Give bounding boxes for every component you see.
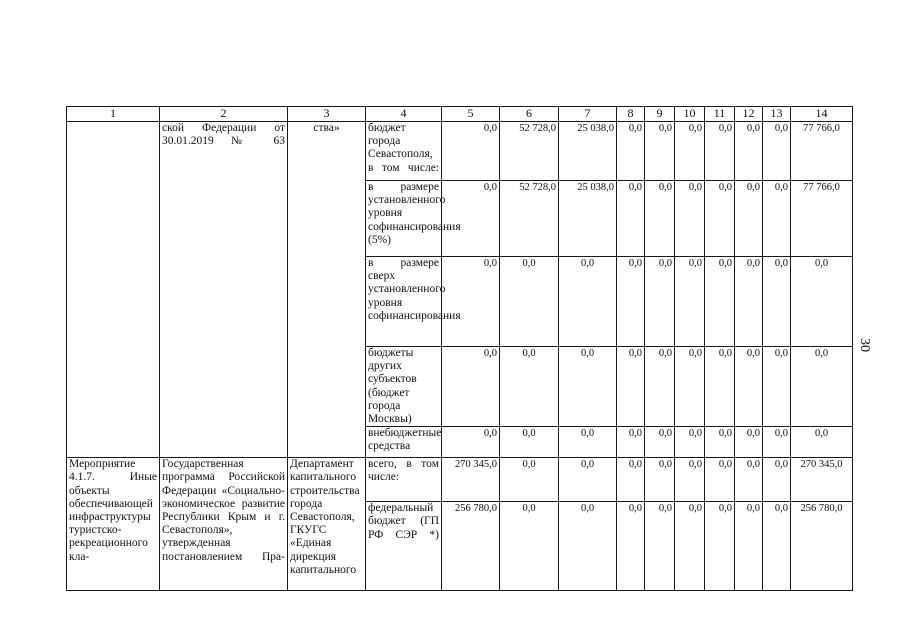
header-cell: 12 [735,107,763,122]
value-cell: 0,0 [645,502,675,591]
value-cell: 0,0 [705,458,735,502]
value-cell: 0,0 [735,502,763,591]
value-cell: 0,0 [735,181,763,257]
value-cell: 0,0 [675,257,705,347]
program-name-cell: ской Федерации от 30.01.2019 № 63 [160,122,288,458]
value-cell: 0,0 [617,458,645,502]
funding-source-label: всего, в том числе: [366,458,442,502]
value-cell: 0,0 [763,122,791,181]
header-cell: 7 [559,107,617,122]
header-cell: 13 [763,107,791,122]
value-cell: 0,0 [675,347,705,427]
value-cell: 0,0 [500,347,559,427]
value-cell: 0,0 [645,347,675,427]
value-cell: 0,0 [763,257,791,347]
value-cell: 0,0 [617,122,645,181]
value-cell: 25 038,0 [559,122,617,181]
measure-name-cell: Мероприятие 4.1.7. Иные объекты обеспечивающей инфраструктуры туристско-рекреационного кла- [67,458,160,591]
funding-source-label: бюджеты других субъектов (бюджет города Москвы) [366,347,442,427]
value-cell: 0,0 [500,257,559,347]
funding-source-label: в размере сверх установленного уровня софинансирования [366,257,442,347]
executor-cell: ства» [288,122,366,458]
value-cell: 270 345,0 [791,458,853,502]
value-cell: 0,0 [735,122,763,181]
program-cell-empty [67,122,160,458]
value-cell: 0,0 [617,257,645,347]
value-cell: 0,0 [791,427,853,458]
value-cell: 52 728,0 [500,122,559,181]
budget-table [66,106,853,591]
value-cell: 0,0 [617,181,645,257]
value-cell: 256 780,0 [791,502,853,591]
value-cell: 52 728,0 [500,181,559,257]
value-cell: 0,0 [675,427,705,458]
value-cell: 0,0 [763,347,791,427]
value-cell: 0,0 [645,181,675,257]
value-cell: 0,0 [705,122,735,181]
value-cell: 0,0 [705,257,735,347]
value-cell: 0,0 [500,502,559,591]
header-cell: 4 [366,107,442,122]
header-cell: 3 [288,107,366,122]
value-cell: 0,0 [442,181,500,257]
table-row [67,458,853,502]
value-cell: 0,0 [442,257,500,347]
value-cell: 0,0 [617,502,645,591]
value-cell: 0,0 [645,257,675,347]
table-row [67,122,853,181]
header-cell: 11 [705,107,735,122]
value-cell: 0,0 [791,257,853,347]
value-cell: 256 780,0 [442,502,500,591]
header-cell: 6 [500,107,559,122]
value-cell: 0,0 [675,122,705,181]
program-name-cell: Государственная программа Российской Федерации «Социально-экономическое развитие Республики Крым и г. Севастополя», утвержденная постановлением Пра- [160,458,288,591]
value-cell: 270 345,0 [442,458,500,502]
value-cell: 0,0 [675,502,705,591]
header-cell: 14 [791,107,853,122]
value-cell: 0,0 [559,427,617,458]
header-cell: 2 [160,107,288,122]
funding-source-label: в размере установленного уровня софинансирования (5%) [366,181,442,257]
value-cell: 0,0 [763,458,791,502]
header-cell: 1 [67,107,160,122]
value-cell: 0,0 [705,181,735,257]
value-cell: 0,0 [559,458,617,502]
value-cell: 0,0 [559,257,617,347]
value-cell: 0,0 [442,347,500,427]
value-cell: 0,0 [500,458,559,502]
funding-source-label: федеральный бюджет (ГП РФ СЭР *) [366,502,442,591]
value-cell: 0,0 [500,427,559,458]
value-cell: 0,0 [735,347,763,427]
page-number: 30 [857,338,872,352]
executor-cell: Департамент капитального строительства города Севастополя, ГКУГС «Единая дирекция капитального [288,458,366,591]
value-cell: 0,0 [763,502,791,591]
header-cell: 10 [675,107,705,122]
value-cell: 0,0 [559,347,617,427]
value-cell: 77 766,0 [791,122,853,181]
header-cell: 8 [617,107,645,122]
header-cell: 9 [645,107,675,122]
value-cell: 0,0 [645,122,675,181]
value-cell: 0,0 [735,257,763,347]
header-cell: 5 [442,107,500,122]
value-cell: 0,0 [735,427,763,458]
value-cell: 0,0 [763,181,791,257]
value-cell: 77 766,0 [791,181,853,257]
value-cell: 25 038,0 [559,181,617,257]
value-cell: 0,0 [763,427,791,458]
value-cell: 0,0 [442,122,500,181]
value-cell: 0,0 [705,347,735,427]
value-cell: 0,0 [705,427,735,458]
value-cell: 0,0 [645,427,675,458]
value-cell: 0,0 [617,347,645,427]
value-cell: 0,0 [442,427,500,458]
value-cell: 0,0 [559,502,617,591]
header-row [67,107,853,122]
value-cell: 0,0 [645,458,675,502]
funding-source-label: внебюджетные средства [366,427,442,458]
value-cell: 0,0 [705,502,735,591]
value-cell: 0,0 [791,347,853,427]
value-cell: 0,0 [617,427,645,458]
value-cell: 0,0 [735,458,763,502]
value-cell: 0,0 [675,181,705,257]
value-cell: 0,0 [675,458,705,502]
funding-source-label: бюджет города Севастополя, в том числе: [366,122,442,181]
